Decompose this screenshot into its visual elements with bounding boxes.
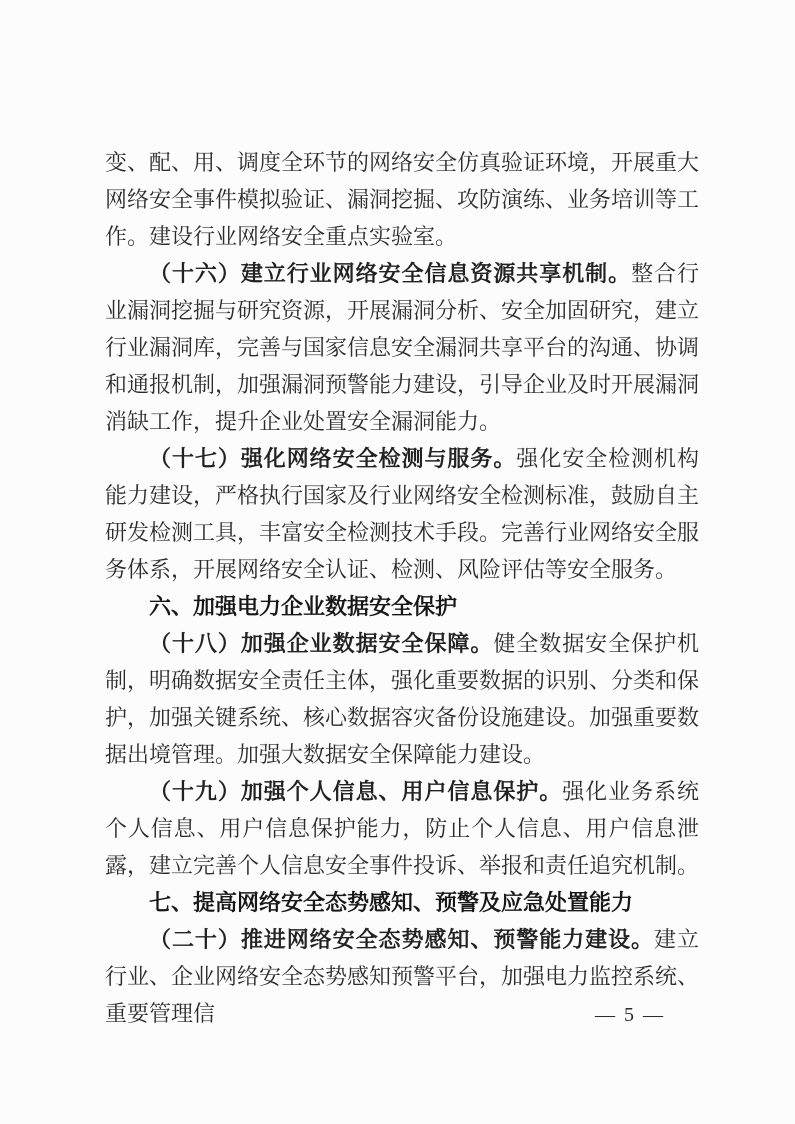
paragraph-lead: （二十）推进网络安全态势感知、预警能力建设。 [149,927,655,952]
paragraph-text: 强化业务系统个人信息、用户信息保护能力，防止个人信息、用户信息泄露，建立完善个人信息安全事件投诉、举报和责任追究机制。 [105,779,700,878]
paragraph-text: 健全数据安全保护机制，明确数据安全责任主体，强化重要数据的识别、分类和保护，加强关键系统、核心数据容灾备份设施建设。加强重要数据出境管理。加强大数据安全保障能力建设。 [105,631,700,767]
section-heading-6: 六、加强电力企业数据安全保护 [149,594,458,619]
paragraph-text: 变、配、用、调度全环节的网络安全仿真验证环境，开展重大网络安全事件模拟验证、漏洞挖掘、攻防演练、业务培训等工作。建设行业网络安全重点实验室。 [105,150,700,249]
section-heading-7: 七、提高网络安全态势感知、预警及应急处置能力 [149,890,634,915]
paragraph-text: 建立行业、企业网络安全态势感知预警平台，加强电力监控系统、重要管理信 [105,927,700,1026]
paragraph-item-19 [105,773,699,884]
page-number: — 5 — [595,1004,665,1026]
paragraph-text: 强化安全检测机构能力建设，严格执行国家及行业网络安全检测标准，鼓励自主研发检测工具，丰富安全检测技术手段。完善行业网络安全服务体系，开展网络安全认证、检测、风险评估等安全服务。 [105,446,700,582]
paragraph-continuation [105,144,699,255]
paragraph-lead: （十六）建立行业网络安全信息资源共享机制。 [149,261,632,286]
paragraph-item-17 [105,440,699,588]
paragraph-lead: （十七）强化网络安全检测与服务。 [149,446,517,471]
paragraph-lead: （十八）加强企业数据安全保障。 [149,631,494,656]
paragraph-text: 整合行业漏洞挖掘与研究资源，开展漏洞分析、安全加固研究，建立行业漏洞库，完善与国家信息安全漏洞共享平台的沟通、协调和通报机制，加强漏洞预警能力建设，引导企业及时开展漏洞消缺工作，提升企业处置安全漏洞能力。 [105,261,700,434]
document-content [105,144,699,1032]
paragraph-item-16 [105,255,699,440]
paragraph-lead: （十九）加强个人信息、用户信息保护。 [149,779,563,804]
paragraph-item-18 [105,625,699,773]
